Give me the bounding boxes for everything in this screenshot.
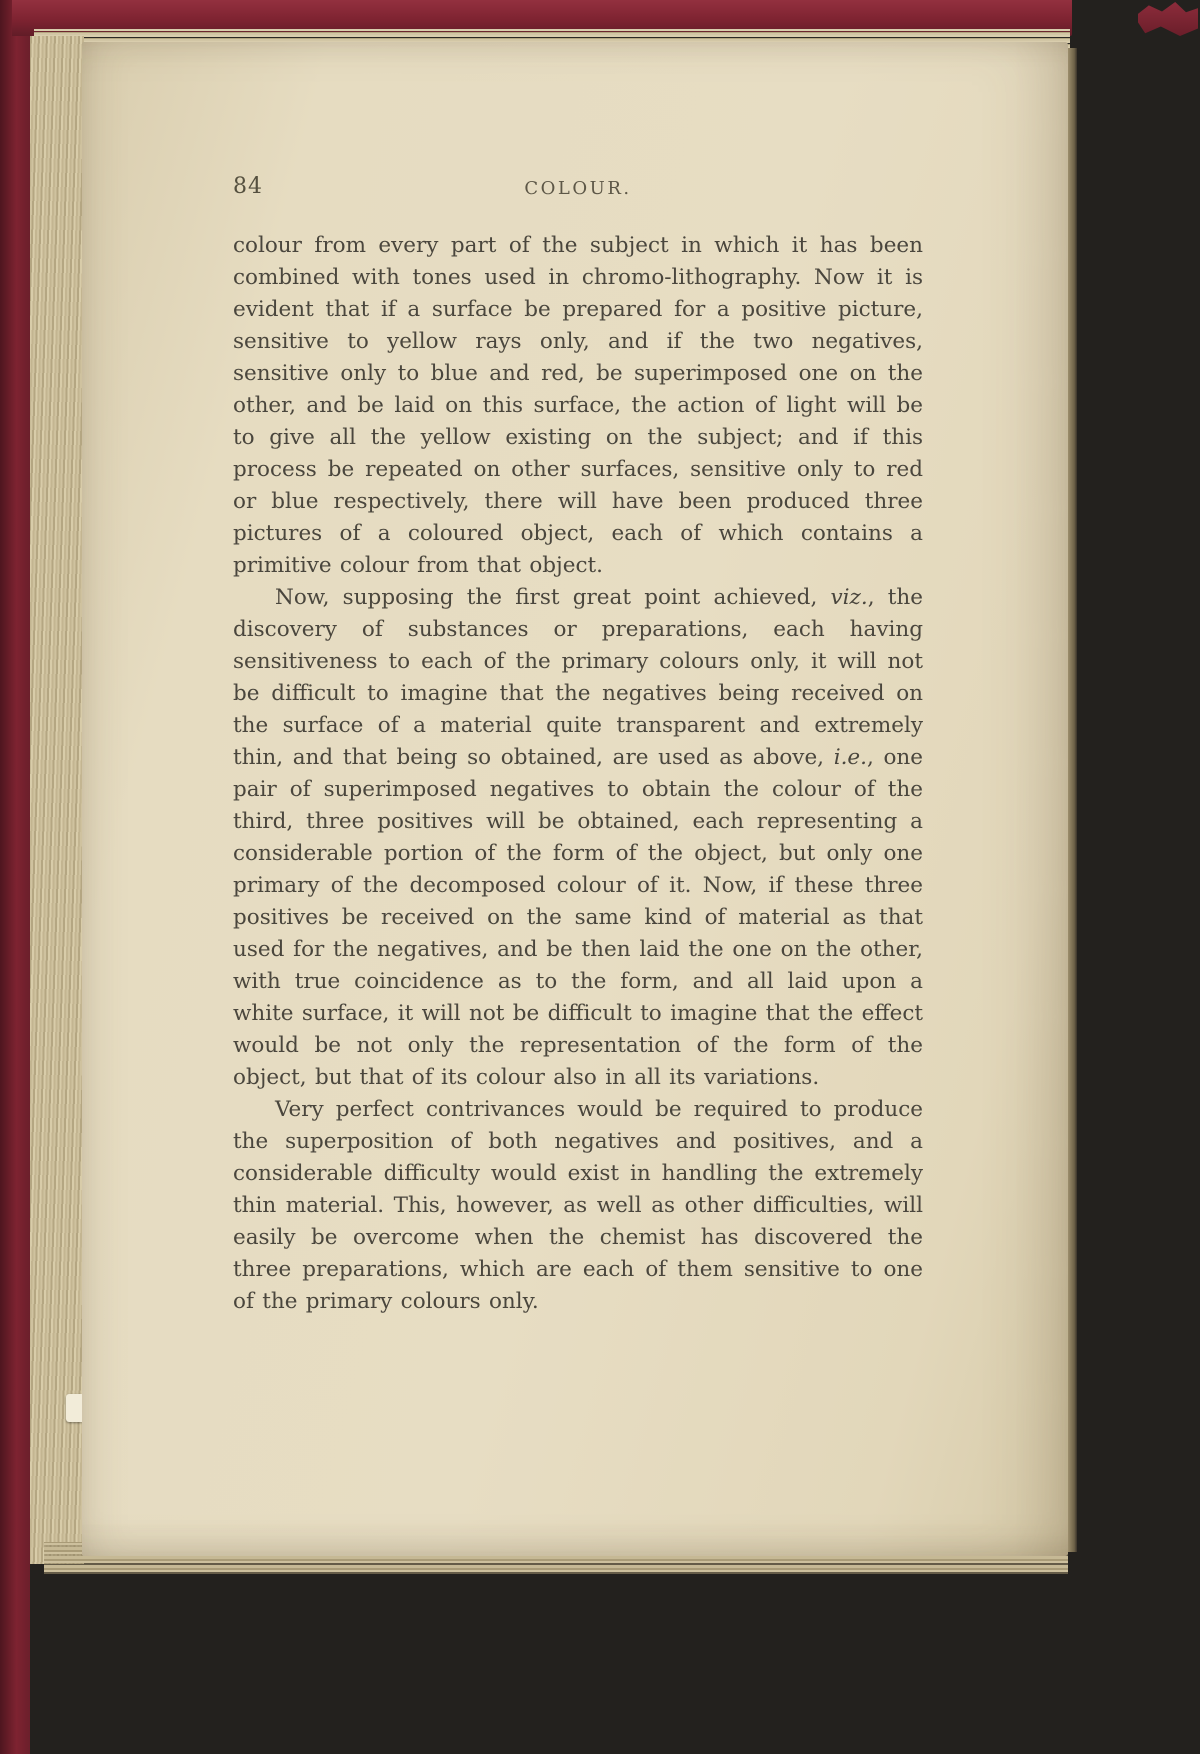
paragraph-1: colour from every part of the subject in which it has been combined with tones used in chromo-lithography. Now it is evident that if a surface be prepared for a positive picture, sensitive to yellow rays only, and if the two negatives, sensitive only to blue and red, be superimposed one on the other, and be laid on this surface, the action of light will be to give all the yellow existing on the subject; and if this process be repeated on other surfaces, sensitive only to red or blue respectively, there will have been produced three pictures of a coloured object, each of which contains a primitive colour from that object. — [233, 233, 923, 578]
paragraph-3: Very perfect contrivances would be required to produce the superposition of both negatives and positives, and a considerable difficulty would exist in handling the extremely thin material. This, however, as well as other difficulties, will easily be overcome when the chemist has discovered the three preparations, which are each of them sensitive to one of the primary colours only. — [233, 1097, 923, 1314]
page-header — [233, 172, 923, 206]
page-body — [233, 230, 923, 1318]
cover-cloth-tab-top-right — [1138, 2, 1198, 36]
page-stack-left-edges — [30, 36, 84, 1564]
bookmark-tab — [66, 1394, 82, 1422]
page-text-block — [233, 172, 923, 1318]
page-under-right-edge — [1068, 48, 1077, 1552]
book-page — [82, 42, 1068, 1556]
book-cover-spine-left — [0, 0, 30, 1754]
paragraph-2: Now, supposing the first great point achieved, viz., the discovery of substances or preparations, each having sensitiveness to each of the primary colours only, it will not be difficult to imagine that the negatives being received on the surface of a material quite transparent and extremely thin, and that being so obtained, are used as above, i.e., one pair of superimposed negatives to obtain the colour of the third, three positives will be obtained, each representing a considerable portion of the form of the object, but only one primary of the decomposed colour of it. Now, if these three positives be received on the same kind of material as that used for the negatives, and be then laid the one on the other, with true coincidence as to the form, and all laid upon a white surface, it will not be difficult to imagine that the effect would be not only the representation of the form of the object, but that of its colour also in all its variations. — [233, 585, 924, 1090]
running-header: COLOUR. — [524, 178, 632, 199]
page-number: 84 — [233, 174, 263, 199]
